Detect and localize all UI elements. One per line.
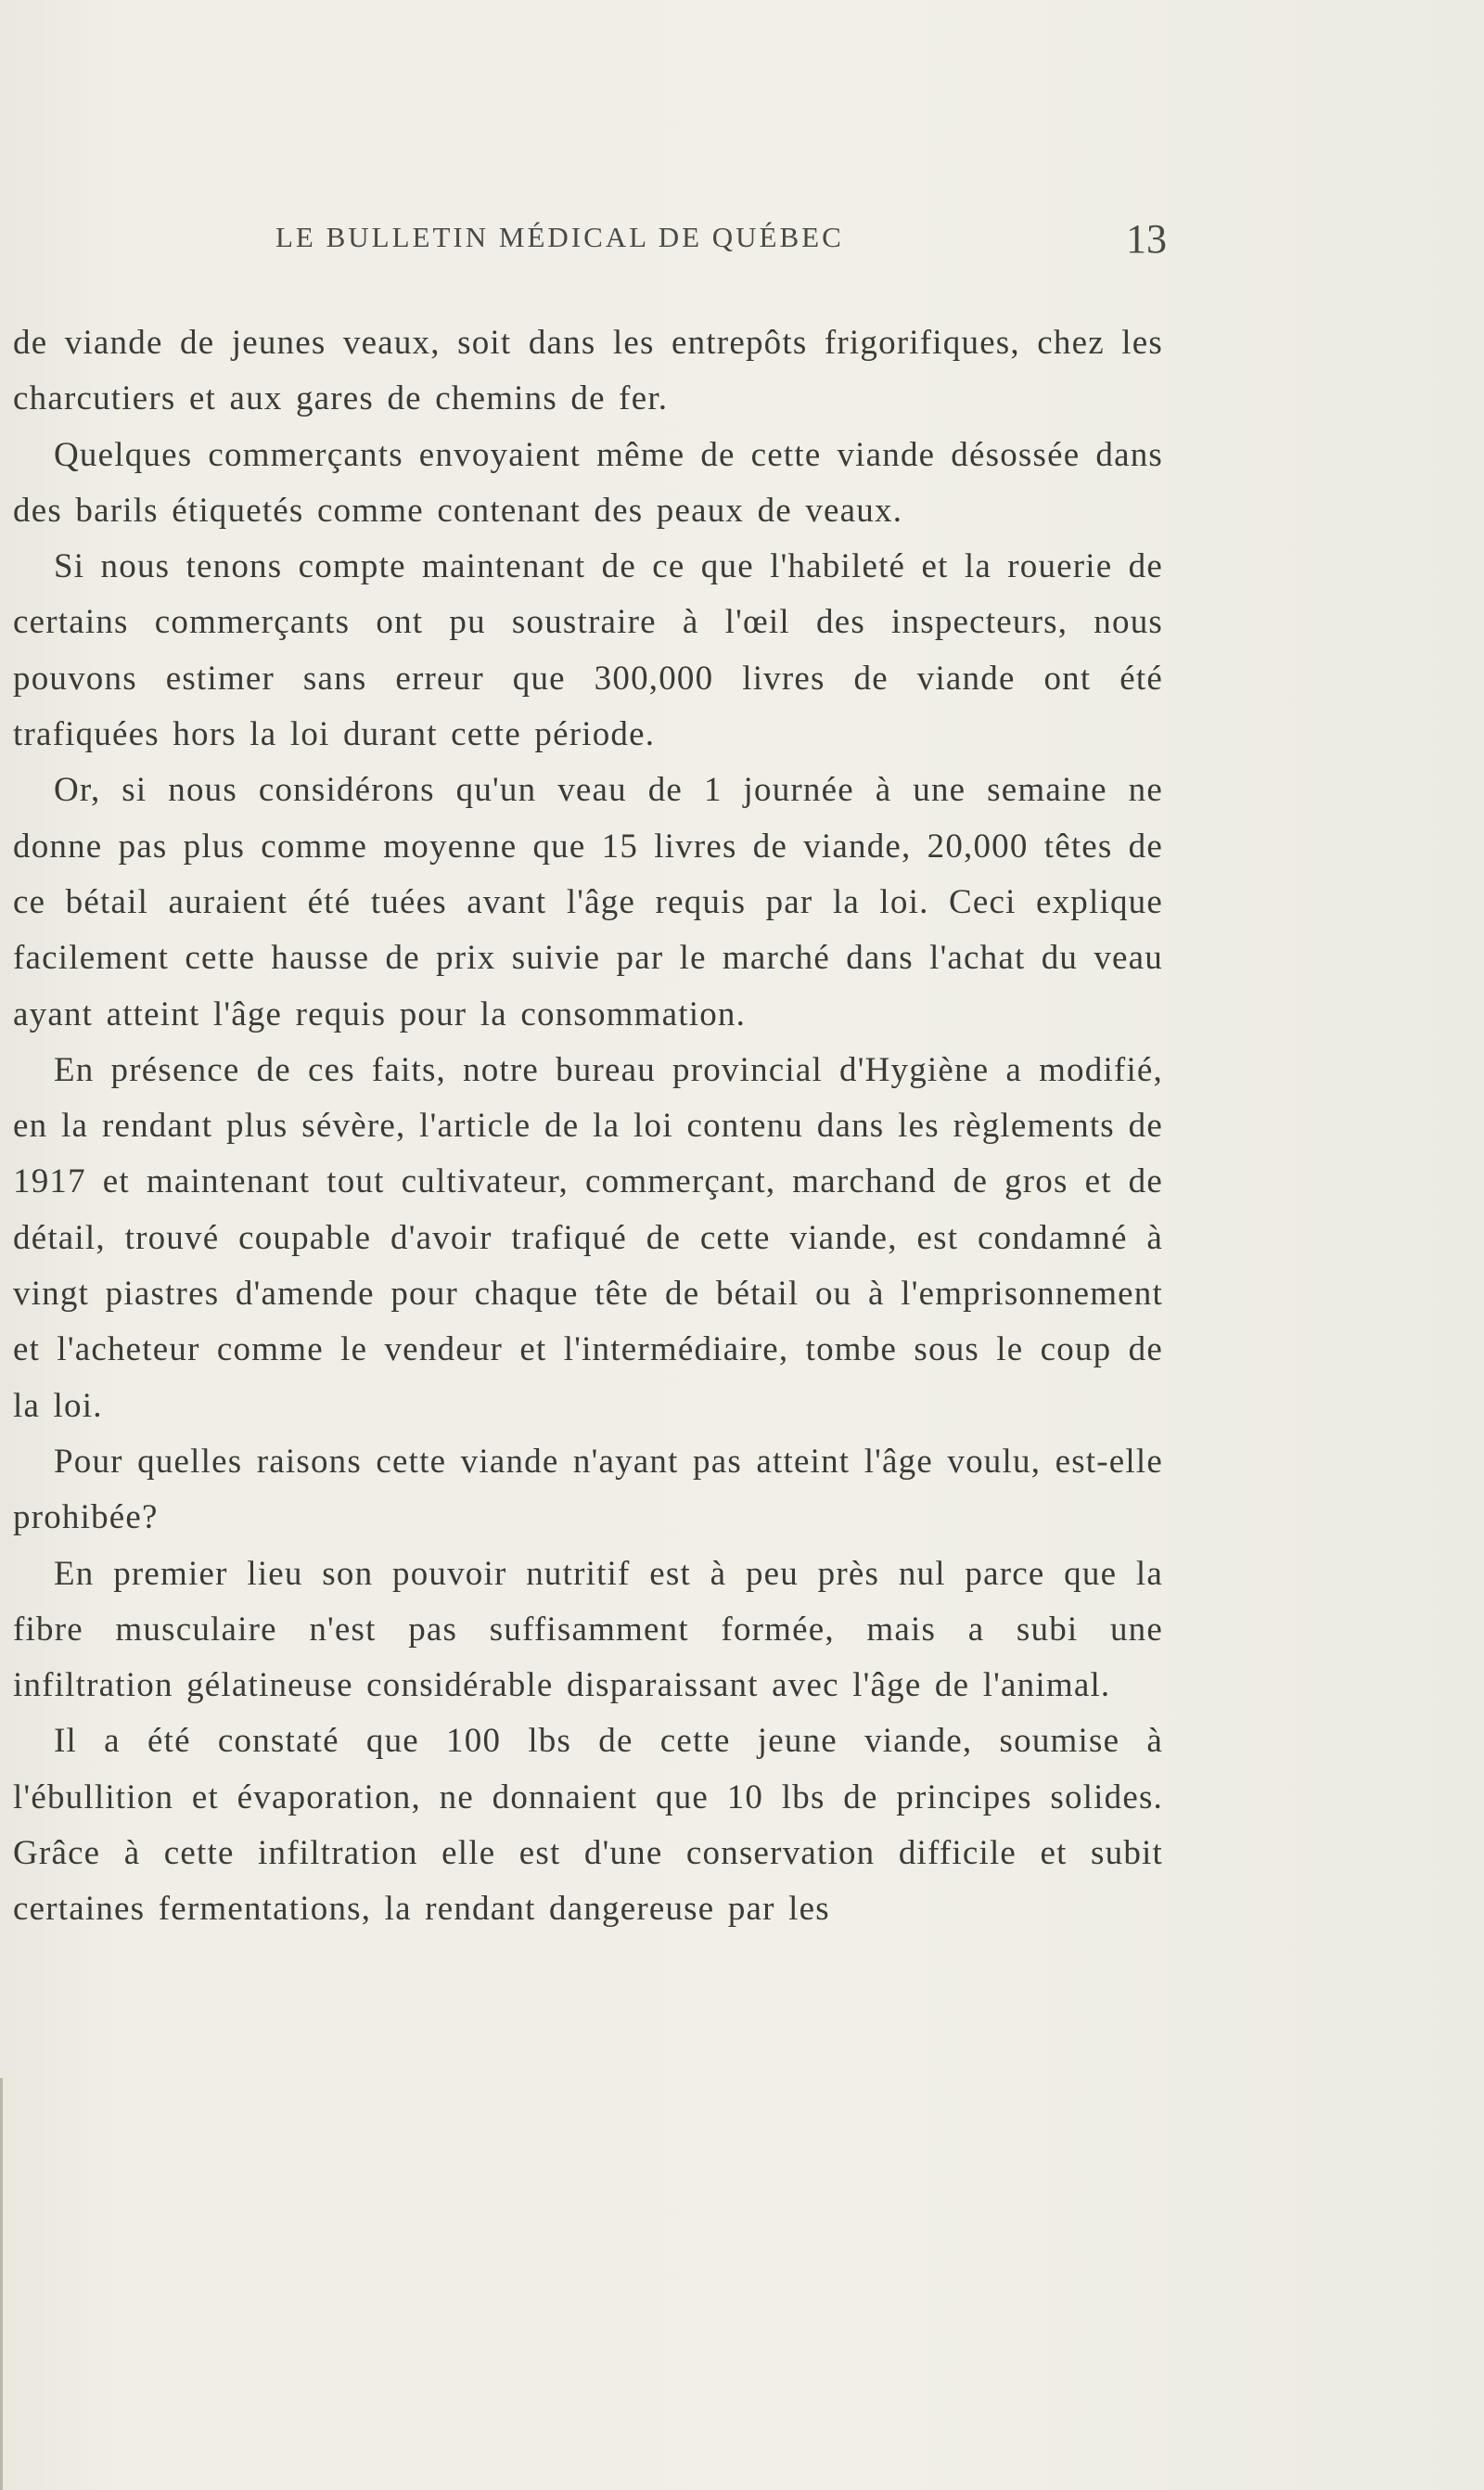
page-edge-line xyxy=(0,2078,3,2490)
page-header xyxy=(0,215,1484,262)
paragraph: Si nous tenons compte maintenant de ce que l'habileté et la rouerie de certains commerçants ont pu soustraire à l'œil des inspecteurs, nous pouvons estimer sans erreur que 300,000 livres de viande ont été trafiquées hors la loi durant cette période. xyxy=(13,547,1163,754)
paragraph: En présence de ces faits, notre bureau provincial d'Hygiène a modifié, en la rendant plus sévère, l'article de la loi contenu dans les règlements de 1917 et maintenant tout cultivateur, commerçant, marchand de gros et de détail, trouvé coupable d'avoir trafiqué de cette viande, est condamné à vingt piastres d'amende pour chaque tête de bétail ou à l'emprisonnement et l'acheteur comme le vendeur et l'intermédiaire, tombe sous le coup de la loi. xyxy=(13,1050,1163,1425)
paragraph: Pour quelles raisons cette viande n'ayant pas atteint l'âge voulu, est-elle prohibée? xyxy=(13,1442,1163,1537)
paragraph: En premier lieu son pouvoir nutritif est à peu près nul parce que la fibre musculaire n'est pas suffisamment formée, mais a subi une infiltration gélatineuse considérable disparaissant avec l'âge de l'animal. xyxy=(13,1554,1163,1705)
page-number: 13 xyxy=(1126,216,1167,262)
paragraph: Quelques commerçants envoyaient même de cette viande désossée dans des barils étiquetés comme contenant des peaux de veaux. xyxy=(13,435,1163,530)
running-head: LE BULLETIN MÉDICAL DE QUÉBEC xyxy=(275,221,844,253)
body-text xyxy=(13,315,1163,1938)
paragraph: Il a été constaté que 100 lbs de cette jeune viande, soumise à l'ébullition et évaporation, ne donnaient que 10 lbs de principes solides. Grâce à cette infiltration elle est d'une conservation difficile et subit certaines fermentations, la rendant dangereuse par les xyxy=(13,1722,1163,1929)
paragraph: Or, si nous considérons qu'un veau de 1 journée à une semaine ne donne pas plus comme moyenne que 15 livres de viande, 20,000 têtes de ce bétail auraient été tuées avant l'âge requis par la loi. Ceci explique facilement cette hausse de prix suivie par le marché dans l'achat du veau ayant atteint l'âge requis pour la consommation. xyxy=(13,771,1163,1033)
paragraph-continued: de viande de jeunes veaux, soit dans les entrepôts frigorifiques, chez les charcutiers et aux gares de chemins de fer. xyxy=(13,324,1163,418)
